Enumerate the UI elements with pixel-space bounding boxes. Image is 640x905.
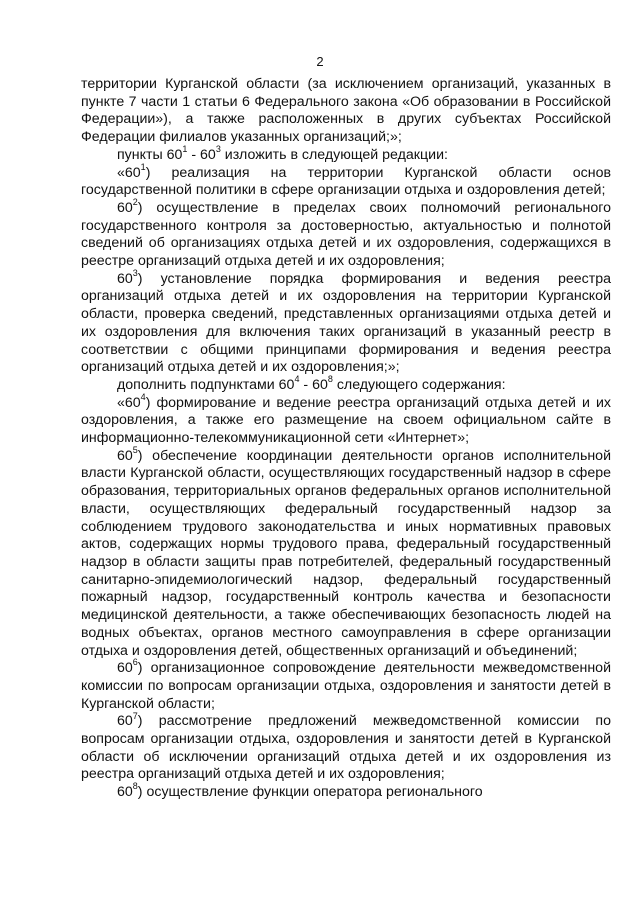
paragraph-8 [81, 445, 611, 660]
superscript-index: 8 [132, 781, 138, 792]
text-segment: ) реализация на территории Курганской области основ государственной политики в сфере организации отдыха и оздоровления детей; [81, 164, 611, 199]
text-segment: изложить в следующей редакции: [220, 146, 448, 163]
text-segment: ) организационное сопровождение деятельности межведомственной комиссии по вопросам организации отдыха, оздоровления и занятости детей в Курганской области; [81, 660, 611, 712]
text-segment: ) рассмотрение предложений межведомственной комиссии по вопросам организации отдыха, оздоровления и занятости детей в Курганской области об исключении организаций отдыха детей и их оздоровления из реестра организаций отдыха детей и их оздоровления; [81, 713, 611, 783]
paragraph-7 [81, 391, 611, 448]
text-segment: ) формирование и ведение реестра организаций отдыха детей и их оздоровления, а также его размещение на своем официальном сайте в информационно-телекоммуникационной сети «Интернет»; [81, 394, 611, 447]
paragraph-5 [81, 268, 611, 377]
paragraph-4 [81, 197, 611, 271]
superscript-index: 3 [215, 144, 221, 155]
text-segment: 60 [117, 713, 133, 730]
paragraph-3 [81, 161, 611, 200]
text-segment: - 60 [299, 376, 328, 393]
text-segment: 60 [117, 660, 133, 677]
paragraph-10 [81, 710, 611, 784]
text-segment: ) установление порядка формирования и ведения реестра организаций отдыха детей и их оздоровления на территории Курганской области, проверка сведений, представленных организациями отдыха детей и их оздоровления для включения таких организаций в указанный реестр в соответствии с общими принципами формирования и ведения реестра организаций отдыха детей и их оздоровления;»; [81, 270, 611, 376]
text-segment: - 60 [187, 146, 216, 163]
text-segment: 60 [117, 270, 133, 287]
superscript-index: 2 [132, 197, 138, 208]
superscript-index: 1 [182, 144, 188, 155]
paragraph-1 [81, 76, 611, 147]
superscript-index: 6 [132, 657, 138, 668]
paragraph-2 [81, 144, 611, 165]
paragraph-6 [81, 374, 611, 395]
text-segment: пункты 60 [117, 146, 183, 163]
paragraph-9 [81, 657, 611, 713]
text-segment: дополнить подпунктами 60 [117, 376, 295, 393]
text-segment: территории Курганской области (за исключением организаций, указанных в пункте 7 части 1 статьи 6 Федерального закона «Об образовании в Российской Федерации»), а также расположенных в других субъектах Российской Федерации филиалов указанных организаций;»; [81, 76, 611, 146]
superscript-index: 8 [327, 374, 333, 385]
text-segment: «60 [117, 164, 141, 181]
superscript-index: 1 [140, 161, 146, 172]
text-segment: ) обеспечение координации деятельности органов исполнительной власти Курганской области, осуществляющих государственный надзор в сфере образования, территориальных органов федеральных органов исполнительной власти, осуществляющих федеральный государственный надзор за соблюдением трудового законодательства и иных нормативных правовых актов, содержащих нормы трудового права, федеральный государственный надзор в области защиты прав потребителей, федеральный государственный санитарно-эпидемиологический надзор, федеральный государственный пожарный надзор, государственный контроль качества и безопасности медицинской деятельности, а также обеспечивающих безопасность людей на водных объектах, органов местного самоуправления в сфере организации отдыха и оздоровления детей, общественных организаций и объединений; [81, 447, 611, 659]
page-number: 2 [316, 54, 324, 69]
text-segment: 60 [117, 447, 133, 464]
text-segment: ) осуществление функции оператора регионального [137, 784, 483, 801]
superscript-index: 3 [132, 268, 138, 278]
superscript-index: 7 [132, 710, 138, 721]
text-segment: 60 [117, 199, 133, 216]
text-segment: 60 [117, 784, 133, 801]
superscript-index: 5 [132, 445, 138, 456]
paragraph-11 [81, 781, 611, 802]
text-segment: следующего содержания: [332, 376, 506, 393]
document-body [81, 76, 611, 802]
text-segment: «60 [117, 394, 141, 411]
superscript-index: 4 [294, 374, 300, 385]
text-segment: ) осуществление в пределах своих полномочий регионального государственного контроля за достоверностью, актуальностью и полнотой сведений об организациях отдыха детей и их оздоровления, содержащихся в реестре организаций отдыха детей и их оздоровления; [81, 199, 611, 270]
superscript-index: 4 [140, 391, 146, 402]
